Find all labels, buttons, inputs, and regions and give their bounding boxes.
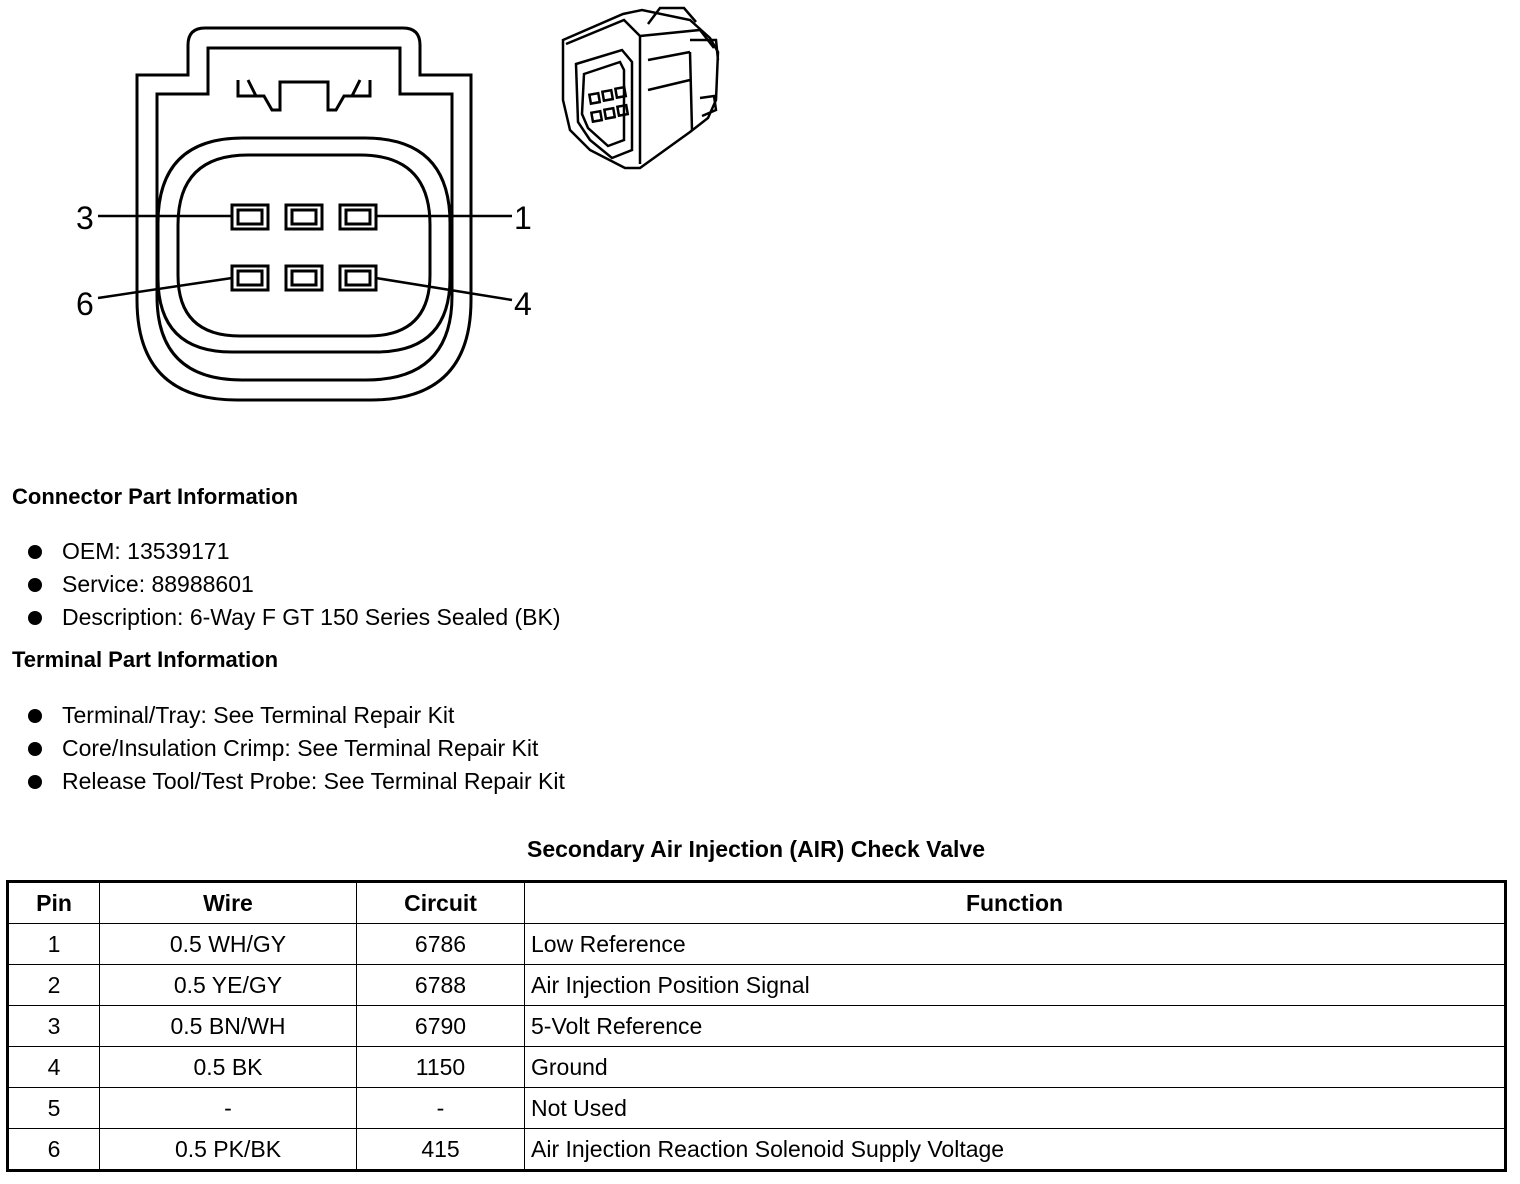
table-title: Secondary Air Injection (AIR) Check Valve xyxy=(526,836,985,862)
pin-label-1: 1 xyxy=(514,200,532,236)
connector-face-diagram xyxy=(0,0,760,440)
column-header-function: Function xyxy=(525,882,1506,924)
cell-function: Ground xyxy=(525,1047,1506,1088)
bullet-icon xyxy=(28,742,42,756)
cell-pin: 2 xyxy=(8,965,100,1006)
pinout-table xyxy=(6,880,1507,1172)
bullet-icon xyxy=(28,775,42,789)
pin-label-4: 4 xyxy=(514,286,532,322)
cell-circuit: - xyxy=(357,1088,525,1129)
column-header-circuit: Circuit xyxy=(357,882,525,924)
cell-function: Not Used xyxy=(525,1088,1506,1129)
terminal-info-list xyxy=(28,699,565,798)
table-header-row xyxy=(8,882,1506,924)
list-item: Terminal/Tray: See Terminal Repair Kit xyxy=(28,699,565,732)
cell-function: Air Injection Position Signal xyxy=(525,965,1506,1006)
cell-wire: 0.5 YE/GY xyxy=(100,965,357,1006)
cell-pin: 1 xyxy=(8,924,100,965)
table-row xyxy=(8,1047,1506,1088)
cell-function: Low Reference xyxy=(525,924,1506,965)
table-row xyxy=(8,1006,1506,1047)
bullet-icon xyxy=(28,611,42,625)
terminal-info-title: Terminal Part Information xyxy=(12,647,279,672)
cell-pin: 4 xyxy=(8,1047,100,1088)
bullet-icon xyxy=(28,545,42,559)
table-row xyxy=(8,924,1506,965)
cell-pin: 6 xyxy=(8,1129,100,1171)
column-header-wire: Wire xyxy=(100,882,357,924)
cell-pin: 3 xyxy=(8,1006,100,1047)
connector-3d-view-icon xyxy=(563,8,718,168)
cell-wire: 0.5 BK xyxy=(100,1047,357,1088)
cell-wire: 0.5 WH/GY xyxy=(100,924,357,965)
cell-circuit: 415 xyxy=(357,1129,525,1171)
cell-pin: 5 xyxy=(8,1088,100,1129)
table-row xyxy=(8,1088,1506,1129)
connector-info-list xyxy=(28,535,561,634)
cell-function: Air Injection Reaction Solenoid Supply Voltage xyxy=(525,1129,1506,1171)
pin-label-6: 6 xyxy=(76,286,94,322)
list-item: OEM: 13539171 xyxy=(28,535,561,568)
connector-info-title: Connector Part Information xyxy=(12,484,299,509)
pin-label-3: 3 xyxy=(76,200,94,236)
cell-circuit: 1150 xyxy=(357,1047,525,1088)
cell-wire: - xyxy=(100,1088,357,1129)
terminal-cavities xyxy=(232,205,376,290)
cell-circuit: 6790 xyxy=(357,1006,525,1047)
table-row xyxy=(8,965,1506,1006)
cell-function: 5-Volt Reference xyxy=(525,1006,1506,1047)
list-item: Release Tool/Test Probe: See Terminal Repair Kit xyxy=(28,765,565,798)
table-row xyxy=(8,1129,1506,1171)
bullet-icon xyxy=(28,709,42,723)
connector-outline xyxy=(137,28,471,400)
list-item: Service: 88988601 xyxy=(28,568,561,601)
list-item: Description: 6-Way F GT 150 Series Sealed (BK) xyxy=(28,601,561,634)
cell-circuit: 6788 xyxy=(357,965,525,1006)
bullet-icon xyxy=(28,578,42,592)
list-item: Core/Insulation Crimp: See Terminal Repair Kit xyxy=(28,732,565,765)
cell-circuit: 6786 xyxy=(357,924,525,965)
cell-wire: 0.5 BN/WH xyxy=(100,1006,357,1047)
column-header-pin: Pin xyxy=(8,882,100,924)
cell-wire: 0.5 PK/BK xyxy=(100,1129,357,1171)
